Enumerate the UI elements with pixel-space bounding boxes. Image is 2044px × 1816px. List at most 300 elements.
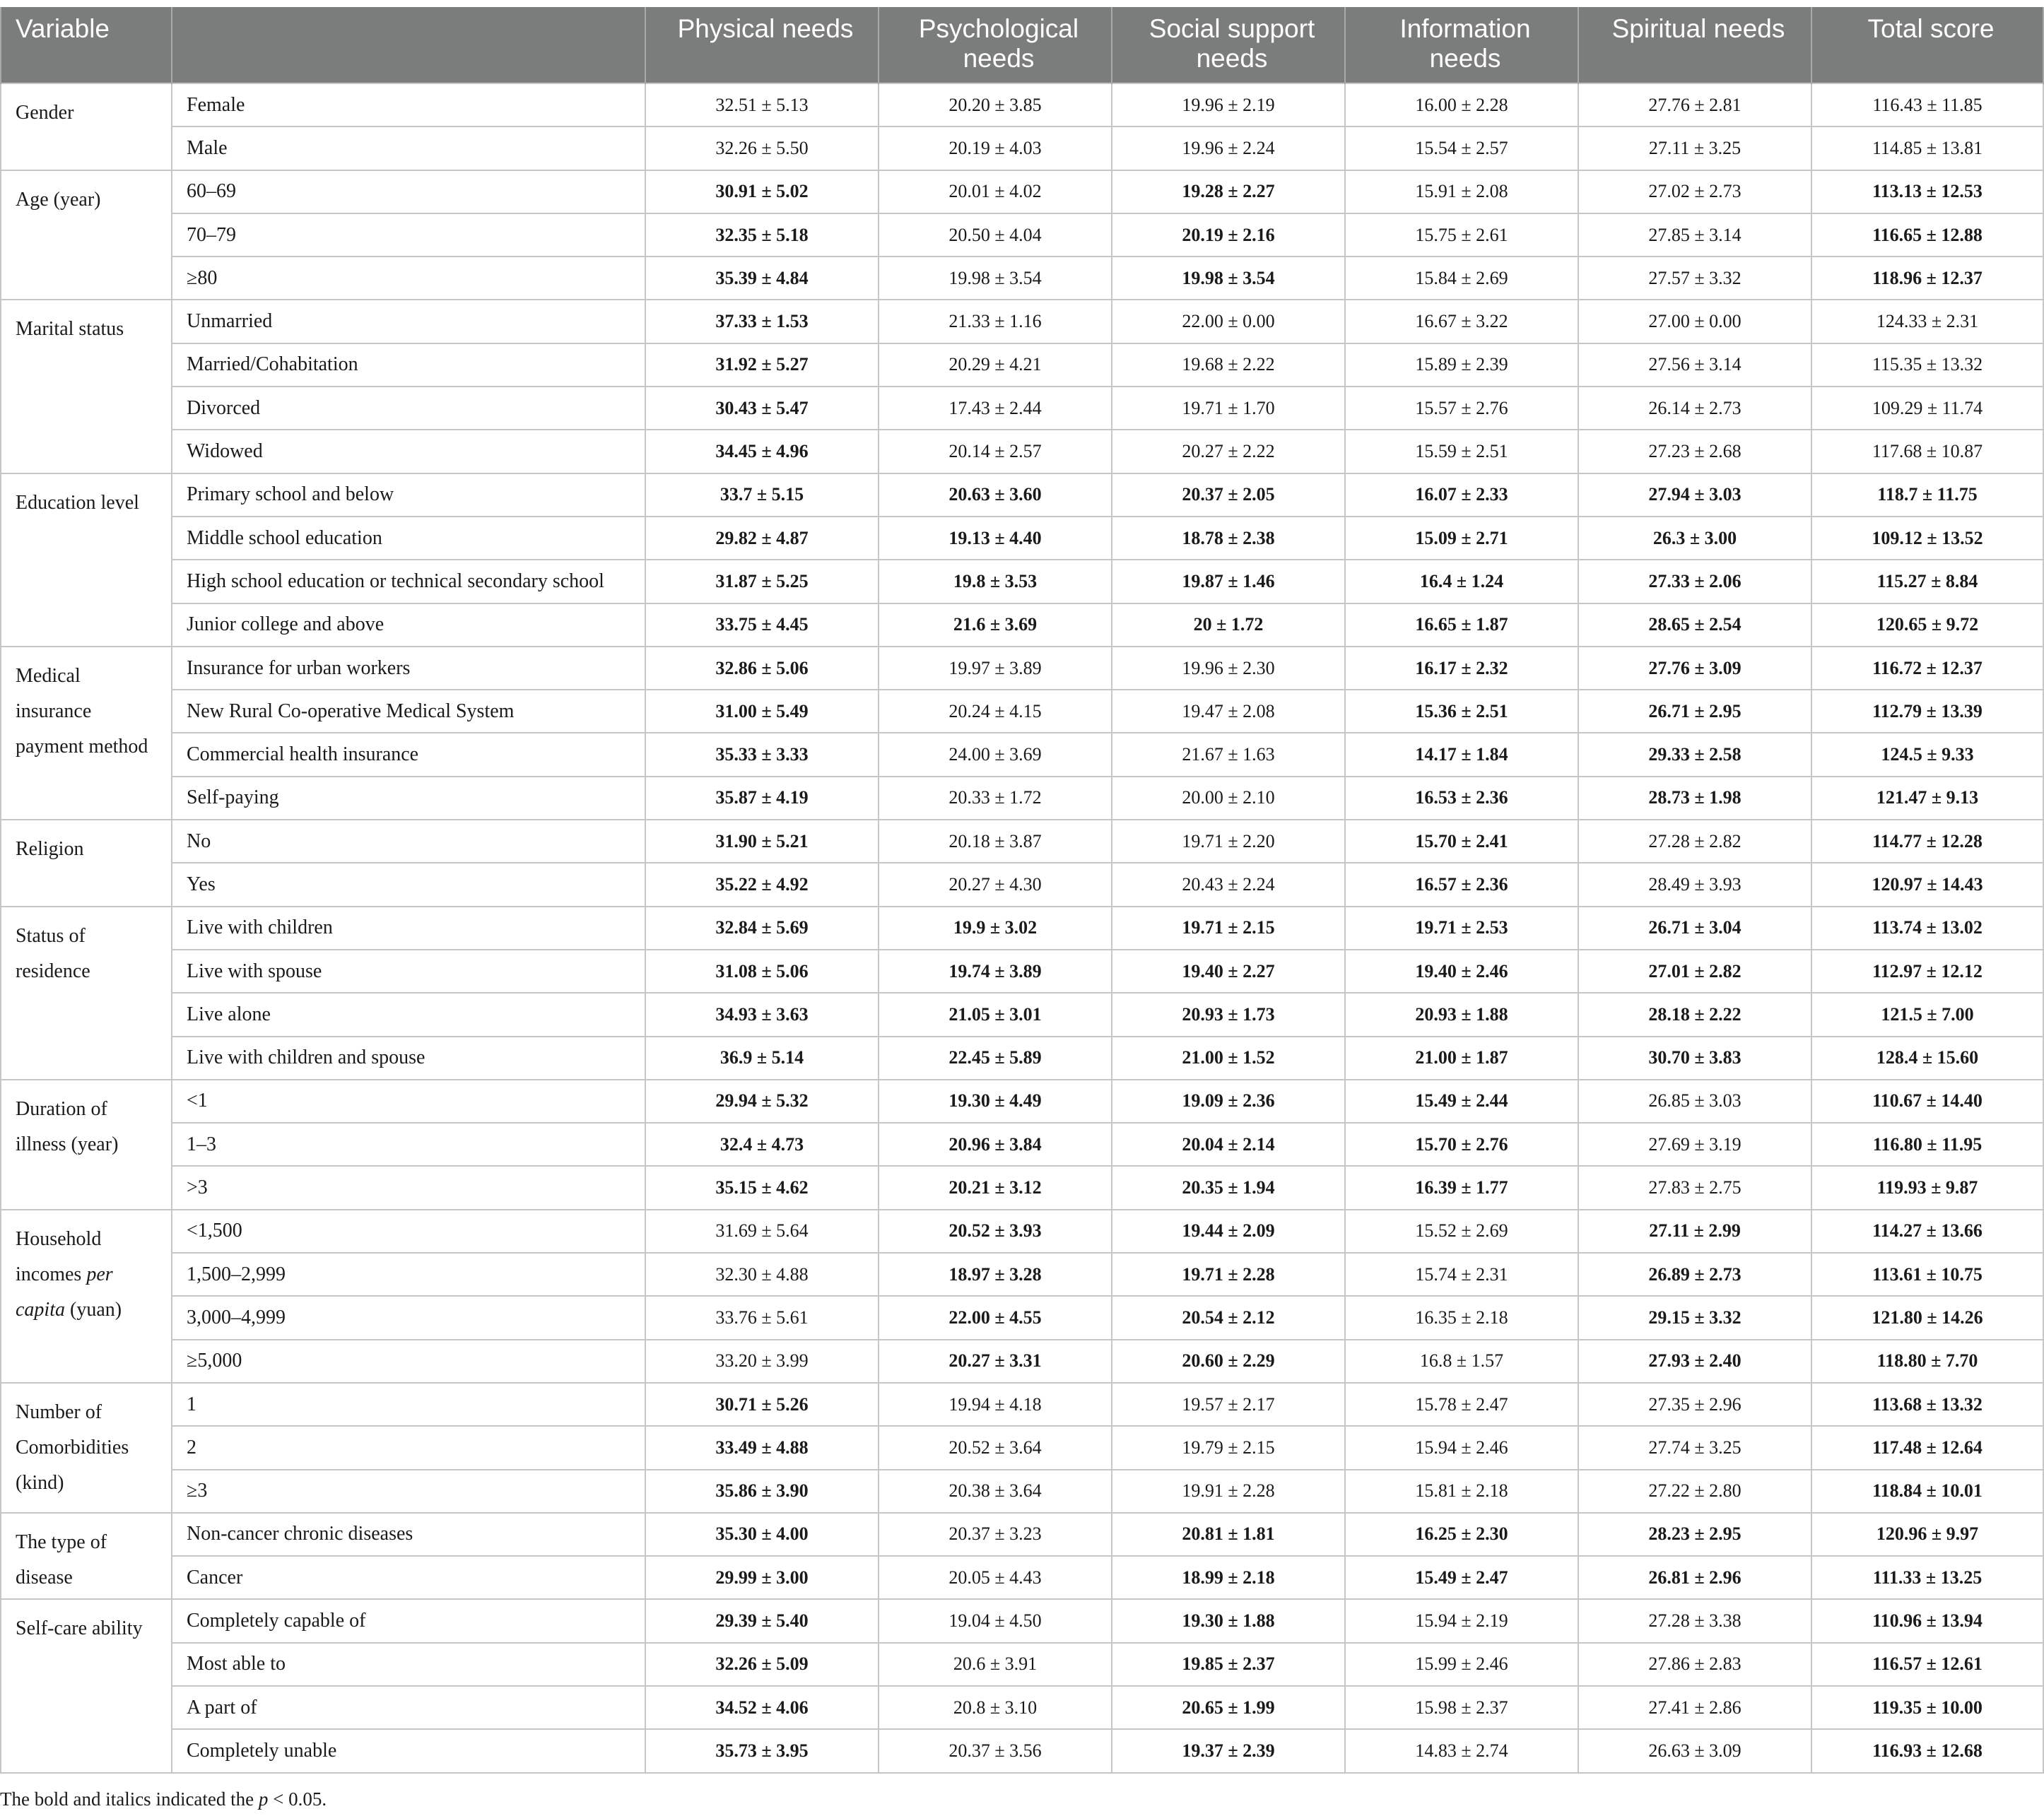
- physical-score-cell: 37.33 ± 1.53: [645, 300, 879, 343]
- spiritual-score-cell: 26.71 ± 3.04: [1578, 907, 1811, 950]
- social-support-score-cell: 18.99 ± 2.18: [1112, 1556, 1345, 1599]
- psychological-score-cell: 18.97 ± 3.28: [879, 1253, 1112, 1296]
- physical-score-cell: 33.75 ± 4.45: [645, 603, 879, 647]
- table-row: [1, 603, 2043, 647]
- physical-score-cell: 30.71 ± 5.26: [645, 1383, 879, 1426]
- category-label: ≥80: [172, 257, 645, 300]
- spiritual-score-cell: 27.41 ± 2.86: [1578, 1686, 1811, 1729]
- variable-group-label: Medical insurance payment method: [1, 647, 172, 820]
- total-score-cell: 113.74 ± 13.02: [1811, 907, 2043, 950]
- information-score-cell: 15.36 ± 2.51: [1345, 690, 1578, 733]
- social-support-score-cell: 19.91 ± 2.28: [1112, 1470, 1345, 1513]
- social-support-score-cell: 22.00 ± 0.00: [1112, 300, 1345, 343]
- psychological-score-cell: 19.9 ± 3.02: [879, 907, 1112, 950]
- col-header-spiritual: Spiritual needs: [1578, 7, 1811, 83]
- category-label: Unmarried: [172, 300, 645, 343]
- spiritual-score-cell: 27.76 ± 2.81: [1578, 83, 1811, 126]
- total-score-cell: 124.5 ± 9.33: [1811, 733, 2043, 776]
- table-row: [1, 690, 2043, 733]
- table-row: [1, 1513, 2043, 1556]
- social-support-score-cell: 20.19 ± 2.16: [1112, 213, 1345, 257]
- table-footnote: [0, 1788, 327, 1810]
- social-support-score-cell: 19.85 ± 2.37: [1112, 1643, 1345, 1686]
- information-score-cell: 15.49 ± 2.44: [1345, 1080, 1578, 1123]
- psychological-score-cell: 20.37 ± 3.23: [879, 1513, 1112, 1556]
- table-row: [1, 1253, 2043, 1296]
- social-support-score-cell: 20.27 ± 2.22: [1112, 430, 1345, 473]
- physical-score-cell: 29.82 ± 4.87: [645, 517, 879, 560]
- category-label: ≥3: [172, 1470, 645, 1513]
- total-score-cell: 109.12 ± 13.52: [1811, 517, 2043, 560]
- total-score-cell: 117.68 ± 10.87: [1811, 430, 2043, 473]
- table-row: [1, 1599, 2043, 1642]
- information-score-cell: 15.94 ± 2.19: [1345, 1599, 1578, 1642]
- physical-score-cell: 32.86 ± 5.06: [645, 647, 879, 690]
- table-row: [1, 343, 2043, 387]
- social-support-score-cell: 19.09 ± 2.36: [1112, 1080, 1345, 1123]
- col-header-social-line2: needs: [1196, 44, 1268, 73]
- total-score-cell: 121.47 ± 9.13: [1811, 777, 2043, 820]
- psychological-score-cell: 22.00 ± 4.55: [879, 1296, 1112, 1339]
- physical-score-cell: 31.08 ± 5.06: [645, 950, 879, 993]
- physical-score-cell: 35.73 ± 3.95: [645, 1729, 879, 1772]
- physical-score-cell: 35.86 ± 3.90: [645, 1470, 879, 1513]
- table-row: [1, 1643, 2043, 1686]
- spiritual-score-cell: 27.02 ± 2.73: [1578, 170, 1811, 213]
- information-score-cell: 16.07 ± 2.33: [1345, 473, 1578, 517]
- table-row: [1, 1470, 2043, 1513]
- category-label: 1,500–2,999: [172, 1253, 645, 1296]
- category-label: 2: [172, 1426, 645, 1469]
- category-label: 1: [172, 1383, 645, 1426]
- social-support-score-cell: 18.78 ± 2.38: [1112, 517, 1345, 560]
- psychological-score-cell: 19.94 ± 4.18: [879, 1383, 1112, 1426]
- category-label: <1,500: [172, 1210, 645, 1253]
- social-support-score-cell: 20.65 ± 1.99: [1112, 1686, 1345, 1729]
- physical-score-cell: 36.9 ± 5.14: [645, 1037, 879, 1080]
- spiritual-score-cell: 29.15 ± 3.32: [1578, 1296, 1811, 1339]
- total-score-cell: 118.96 ± 12.37: [1811, 257, 2043, 300]
- social-support-score-cell: 21.67 ± 1.63: [1112, 733, 1345, 776]
- category-label: Married/Cohabitation: [172, 343, 645, 387]
- psychological-score-cell: 20.38 ± 3.64: [879, 1470, 1112, 1513]
- psychological-score-cell: 20.96 ± 3.84: [879, 1123, 1112, 1166]
- physical-score-cell: 31.92 ± 5.27: [645, 343, 879, 387]
- information-score-cell: 15.91 ± 2.08: [1345, 170, 1578, 213]
- category-label: Commercial health insurance: [172, 733, 645, 776]
- physical-score-cell: 33.49 ± 4.88: [645, 1426, 879, 1469]
- information-score-cell: 16.25 ± 2.30: [1345, 1513, 1578, 1556]
- table-row: [1, 1166, 2043, 1209]
- table-row: [1, 820, 2043, 863]
- psychological-score-cell: 20.33 ± 1.72: [879, 777, 1112, 820]
- category-label: Non-cancer chronic diseases: [172, 1513, 645, 1556]
- psychological-score-cell: 21.6 ± 3.69: [879, 603, 1112, 647]
- information-score-cell: 15.74 ± 2.31: [1345, 1253, 1578, 1296]
- information-score-cell: 15.70 ± 2.76: [1345, 1123, 1578, 1166]
- spiritual-score-cell: 27.86 ± 2.83: [1578, 1643, 1811, 1686]
- col-header-information-line2: needs: [1429, 44, 1501, 73]
- total-score-cell: 115.27 ± 8.84: [1811, 560, 2043, 603]
- physical-score-cell: 31.69 ± 5.64: [645, 1210, 879, 1253]
- information-score-cell: 20.93 ± 1.88: [1345, 993, 1578, 1036]
- category-label: Primary school and below: [172, 473, 645, 517]
- total-score-cell: 113.68 ± 13.32: [1811, 1383, 2043, 1426]
- category-label: Live with spouse: [172, 950, 645, 993]
- category-label: Widowed: [172, 430, 645, 473]
- total-score-cell: 112.97 ± 12.12: [1811, 950, 2043, 993]
- table-row: [1, 1686, 2043, 1729]
- social-support-score-cell: 19.87 ± 1.46: [1112, 560, 1345, 603]
- information-score-cell: 19.71 ± 2.53: [1345, 907, 1578, 950]
- information-score-cell: 16.65 ± 1.87: [1345, 603, 1578, 647]
- category-label: 60–69: [172, 170, 645, 213]
- total-score-cell: 118.84 ± 10.01: [1811, 1470, 2043, 1513]
- category-label: Female: [172, 83, 645, 126]
- spiritual-score-cell: 27.01 ± 2.82: [1578, 950, 1811, 993]
- total-score-cell: 116.43 ± 11.85: [1811, 83, 2043, 126]
- spiritual-score-cell: 27.83 ± 2.75: [1578, 1166, 1811, 1209]
- psychological-score-cell: 20.01 ± 4.02: [879, 170, 1112, 213]
- col-header-total: Total score: [1811, 7, 2043, 83]
- information-score-cell: 15.89 ± 2.39: [1345, 343, 1578, 387]
- spiritual-score-cell: 26.3 ± 3.00: [1578, 517, 1811, 560]
- footnote-after: < 0.05.: [268, 1788, 327, 1810]
- variable-group-label: Self-care ability: [1, 1599, 172, 1772]
- information-score-cell: 16.17 ± 2.32: [1345, 647, 1578, 690]
- total-score-cell: 115.35 ± 13.32: [1811, 343, 2043, 387]
- psychological-score-cell: 20.18 ± 3.87: [879, 820, 1112, 863]
- category-label: Self-paying: [172, 777, 645, 820]
- spiritual-score-cell: 28.49 ± 3.93: [1578, 863, 1811, 906]
- category-label: <1: [172, 1080, 645, 1123]
- spiritual-score-cell: 27.85 ± 3.14: [1578, 213, 1811, 257]
- col-header-psychological: [879, 7, 1112, 83]
- information-score-cell: 14.83 ± 2.74: [1345, 1729, 1578, 1772]
- total-score-cell: 120.96 ± 9.97: [1811, 1513, 2043, 1556]
- information-score-cell: 16.67 ± 3.22: [1345, 300, 1578, 343]
- variable-group-label: Gender: [1, 83, 172, 170]
- col-header-psychological-line1: Psychological: [918, 14, 1079, 43]
- total-score-cell: 114.85 ± 13.81: [1811, 126, 2043, 170]
- psychological-score-cell: 20.27 ± 3.31: [879, 1340, 1112, 1383]
- table-row: [1, 733, 2043, 776]
- spiritual-score-cell: 26.89 ± 2.73: [1578, 1253, 1811, 1296]
- total-score-cell: 124.33 ± 2.31: [1811, 300, 2043, 343]
- psychological-score-cell: 20.14 ± 2.57: [879, 430, 1112, 473]
- spiritual-score-cell: 27.28 ± 2.82: [1578, 820, 1811, 863]
- psychological-score-cell: 19.97 ± 3.89: [879, 647, 1112, 690]
- total-score-cell: 114.77 ± 12.28: [1811, 820, 2043, 863]
- social-support-score-cell: 21.00 ± 1.52: [1112, 1037, 1345, 1080]
- spiritual-score-cell: 28.65 ± 2.54: [1578, 603, 1811, 647]
- spiritual-score-cell: 27.94 ± 3.03: [1578, 473, 1811, 517]
- physical-score-cell: 32.26 ± 5.50: [645, 126, 879, 170]
- table-row: [1, 863, 2043, 906]
- table-row: [1, 517, 2043, 560]
- needs-score-table: [0, 7, 2044, 1774]
- table-row: [1, 647, 2043, 690]
- category-label: Middle school education: [172, 517, 645, 560]
- table-row: [1, 560, 2043, 603]
- total-score-cell: 121.80 ± 14.26: [1811, 1296, 2043, 1339]
- table-row: [1, 1383, 2043, 1426]
- physical-score-cell: 33.20 ± 3.99: [645, 1340, 879, 1383]
- total-score-cell: 121.5 ± 7.00: [1811, 993, 2043, 1036]
- social-support-score-cell: 20.37 ± 2.05: [1112, 473, 1345, 517]
- category-label: 3,000–4,999: [172, 1296, 645, 1339]
- spiritual-score-cell: 28.18 ± 2.22: [1578, 993, 1811, 1036]
- category-label: Completely capable of: [172, 1599, 645, 1642]
- information-score-cell: 15.81 ± 2.18: [1345, 1470, 1578, 1513]
- psychological-score-cell: 20.8 ± 3.10: [879, 1686, 1112, 1729]
- category-label: >3: [172, 1166, 645, 1209]
- total-score-cell: 114.27 ± 13.66: [1811, 1210, 2043, 1253]
- total-score-cell: 110.67 ± 14.40: [1811, 1080, 2043, 1123]
- information-score-cell: 15.75 ± 2.61: [1345, 213, 1578, 257]
- psychological-score-cell: 19.98 ± 3.54: [879, 257, 1112, 300]
- category-label: New Rural Co-operative Medical System: [172, 690, 645, 733]
- category-label: Live alone: [172, 993, 645, 1036]
- col-header-information-line1: Information: [1399, 14, 1531, 43]
- social-support-score-cell: 20.81 ± 1.81: [1112, 1513, 1345, 1556]
- total-score-cell: 109.29 ± 11.74: [1811, 387, 2043, 430]
- physical-score-cell: 35.22 ± 4.92: [645, 863, 879, 906]
- total-score-cell: 113.13 ± 12.53: [1811, 170, 2043, 213]
- category-label: Live with children: [172, 907, 645, 950]
- psychological-score-cell: 20.6 ± 3.91: [879, 1643, 1112, 1686]
- information-score-cell: 15.54 ± 2.57: [1345, 126, 1578, 170]
- psychological-score-cell: 19.8 ± 3.53: [879, 560, 1112, 603]
- information-score-cell: 16.39 ± 1.77: [1345, 1166, 1578, 1209]
- social-support-score-cell: 19.37 ± 2.39: [1112, 1729, 1345, 1772]
- information-score-cell: 15.98 ± 2.37: [1345, 1686, 1578, 1729]
- category-label: Live with children and spouse: [172, 1037, 645, 1080]
- information-score-cell: 16.8 ± 1.57: [1345, 1340, 1578, 1383]
- psychological-score-cell: 20.20 ± 3.85: [879, 83, 1112, 126]
- total-score-cell: 117.48 ± 12.64: [1811, 1426, 2043, 1469]
- spiritual-score-cell: 27.23 ± 2.68: [1578, 430, 1811, 473]
- psychological-score-cell: 21.33 ± 1.16: [879, 300, 1112, 343]
- psychological-score-cell: 20.19 ± 4.03: [879, 126, 1112, 170]
- physical-score-cell: 35.39 ± 4.84: [645, 257, 879, 300]
- spiritual-score-cell: 26.63 ± 3.09: [1578, 1729, 1811, 1772]
- total-score-cell: 116.72 ± 12.37: [1811, 647, 2043, 690]
- category-label: Junior college and above: [172, 603, 645, 647]
- total-score-cell: 116.65 ± 12.88: [1811, 213, 2043, 257]
- social-support-score-cell: 19.79 ± 2.15: [1112, 1426, 1345, 1469]
- variable-group-label: Age (year): [1, 170, 172, 300]
- table-row: [1, 213, 2043, 257]
- spiritual-score-cell: 27.56 ± 3.14: [1578, 343, 1811, 387]
- table-row: [1, 83, 2043, 126]
- category-label: Male: [172, 126, 645, 170]
- spiritual-score-cell: 28.23 ± 2.95: [1578, 1513, 1811, 1556]
- spiritual-score-cell: 28.73 ± 1.98: [1578, 777, 1811, 820]
- social-support-score-cell: 19.71 ± 2.28: [1112, 1253, 1345, 1296]
- total-score-cell: 116.80 ± 11.95: [1811, 1123, 2043, 1166]
- spiritual-score-cell: 27.93 ± 2.40: [1578, 1340, 1811, 1383]
- social-support-score-cell: 20.60 ± 2.29: [1112, 1340, 1345, 1383]
- physical-score-cell: 33.76 ± 5.61: [645, 1296, 879, 1339]
- social-support-score-cell: 20.04 ± 2.14: [1112, 1123, 1345, 1166]
- total-score-cell: 111.33 ± 13.25: [1811, 1556, 2043, 1599]
- table-row: [1, 473, 2043, 517]
- physical-score-cell: 32.35 ± 5.18: [645, 213, 879, 257]
- psychological-score-cell: 20.05 ± 4.43: [879, 1556, 1112, 1599]
- spiritual-score-cell: 29.33 ± 2.58: [1578, 733, 1811, 776]
- social-support-score-cell: 20.00 ± 2.10: [1112, 777, 1345, 820]
- category-label: High school education or technical secondary school: [172, 560, 645, 603]
- category-label: Completely unable: [172, 1729, 645, 1772]
- social-support-score-cell: 19.96 ± 2.19: [1112, 83, 1345, 126]
- category-label: Yes: [172, 863, 645, 906]
- category-label: Insurance for urban workers: [172, 647, 645, 690]
- col-header-variable: Variable: [1, 7, 172, 83]
- physical-score-cell: 35.15 ± 4.62: [645, 1166, 879, 1209]
- table-row: [1, 1210, 2043, 1253]
- variable-group-label: Status of residence: [1, 907, 172, 1080]
- variable-group-label: Education level: [1, 473, 172, 647]
- spiritual-score-cell: 27.28 ± 3.38: [1578, 1599, 1811, 1642]
- social-support-score-cell: 19.30 ± 1.88: [1112, 1599, 1345, 1642]
- information-score-cell: 15.99 ± 2.46: [1345, 1643, 1578, 1686]
- social-support-score-cell: 19.96 ± 2.24: [1112, 126, 1345, 170]
- social-support-score-cell: 20.43 ± 2.24: [1112, 863, 1345, 906]
- table-row: [1, 257, 2043, 300]
- table-row: [1, 126, 2043, 170]
- col-header-social-line1: Social support: [1149, 14, 1315, 43]
- psychological-score-cell: 21.05 ± 3.01: [879, 993, 1112, 1036]
- information-score-cell: 16.35 ± 2.18: [1345, 1296, 1578, 1339]
- footnote-p: p: [258, 1788, 269, 1810]
- social-support-score-cell: 20.54 ± 2.12: [1112, 1296, 1345, 1339]
- information-score-cell: 15.59 ± 2.51: [1345, 430, 1578, 473]
- variable-group-label: Marital status: [1, 300, 172, 473]
- social-support-score-cell: 20.35 ± 1.94: [1112, 1166, 1345, 1209]
- psychological-score-cell: 20.37 ± 3.56: [879, 1729, 1112, 1772]
- information-score-cell: 15.94 ± 2.46: [1345, 1426, 1578, 1469]
- total-score-cell: 118.7 ± 11.75: [1811, 473, 2043, 517]
- physical-score-cell: 33.7 ± 5.15: [645, 473, 879, 517]
- information-score-cell: 16.4 ± 1.24: [1345, 560, 1578, 603]
- spiritual-score-cell: 26.85 ± 3.03: [1578, 1080, 1811, 1123]
- spiritual-score-cell: 27.69 ± 3.19: [1578, 1123, 1811, 1166]
- spiritual-score-cell: 27.76 ± 3.09: [1578, 647, 1811, 690]
- social-support-score-cell: 19.71 ± 2.15: [1112, 907, 1345, 950]
- spiritual-score-cell: 27.57 ± 3.32: [1578, 257, 1811, 300]
- social-support-score-cell: 19.68 ± 2.22: [1112, 343, 1345, 387]
- col-header-category: [172, 7, 645, 83]
- total-score-cell: 119.35 ± 10.00: [1811, 1686, 2043, 1729]
- physical-score-cell: 31.00 ± 5.49: [645, 690, 879, 733]
- total-score-cell: 120.97 ± 14.43: [1811, 863, 2043, 906]
- category-label: Divorced: [172, 387, 645, 430]
- social-support-score-cell: 19.96 ± 2.30: [1112, 647, 1345, 690]
- physical-score-cell: 32.51 ± 5.13: [645, 83, 879, 126]
- psychological-score-cell: 24.00 ± 3.69: [879, 733, 1112, 776]
- total-score-cell: 116.57 ± 12.61: [1811, 1643, 2043, 1686]
- information-score-cell: 14.17 ± 1.84: [1345, 733, 1578, 776]
- information-score-cell: 16.53 ± 2.36: [1345, 777, 1578, 820]
- physical-score-cell: 35.33 ± 3.33: [645, 733, 879, 776]
- psychological-score-cell: 20.27 ± 4.30: [879, 863, 1112, 906]
- category-label: Most able to: [172, 1643, 645, 1686]
- psychological-score-cell: 19.30 ± 4.49: [879, 1080, 1112, 1123]
- variable-group-label: Number of Comorbidities (kind): [1, 1383, 172, 1513]
- spiritual-score-cell: 27.35 ± 2.96: [1578, 1383, 1811, 1426]
- physical-score-cell: 29.39 ± 5.40: [645, 1599, 879, 1642]
- social-support-score-cell: 19.47 ± 2.08: [1112, 690, 1345, 733]
- table-row: [1, 1556, 2043, 1599]
- information-score-cell: 19.40 ± 2.46: [1345, 950, 1578, 993]
- category-label: ≥5,000: [172, 1340, 645, 1383]
- physical-score-cell: 35.30 ± 4.00: [645, 1513, 879, 1556]
- total-score-cell: 116.93 ± 12.68: [1811, 1729, 2043, 1772]
- table-row: [1, 993, 2043, 1036]
- social-support-score-cell: 19.28 ± 2.27: [1112, 170, 1345, 213]
- spiritual-score-cell: 27.33 ± 2.06: [1578, 560, 1811, 603]
- category-label: A part of: [172, 1686, 645, 1729]
- physical-score-cell: 32.4 ± 4.73: [645, 1123, 879, 1166]
- table-row: [1, 430, 2043, 473]
- information-score-cell: 16.57 ± 2.36: [1345, 863, 1578, 906]
- total-score-cell: 120.65 ± 9.72: [1811, 603, 2043, 647]
- total-score-cell: 118.80 ± 7.70: [1811, 1340, 2043, 1383]
- table-row: [1, 300, 2043, 343]
- variable-group-label: Religion: [1, 820, 172, 907]
- physical-score-cell: 34.93 ± 3.63: [645, 993, 879, 1036]
- variable-group-label: Household incomes per capita (yuan): [1, 1210, 172, 1383]
- social-support-score-cell: 20.93 ± 1.73: [1112, 993, 1345, 1036]
- social-support-score-cell: 19.44 ± 2.09: [1112, 1210, 1345, 1253]
- table-body: [1, 83, 2043, 1773]
- physical-score-cell: 29.99 ± 3.00: [645, 1556, 879, 1599]
- information-score-cell: 15.57 ± 2.76: [1345, 387, 1578, 430]
- physical-score-cell: 30.43 ± 5.47: [645, 387, 879, 430]
- spiritual-score-cell: 26.14 ± 2.73: [1578, 387, 1811, 430]
- category-label: No: [172, 820, 645, 863]
- physical-score-cell: 29.94 ± 5.32: [645, 1080, 879, 1123]
- table-row: [1, 1729, 2043, 1772]
- information-score-cell: 15.52 ± 2.69: [1345, 1210, 1578, 1253]
- social-support-score-cell: 19.98 ± 3.54: [1112, 257, 1345, 300]
- footnote-before: The bold and italics indicated the: [0, 1788, 259, 1810]
- col-header-social: [1112, 7, 1345, 83]
- table-row: [1, 1037, 2043, 1080]
- psychological-score-cell: 22.45 ± 5.89: [879, 1037, 1112, 1080]
- variable-group-label: Duration of illness (year): [1, 1080, 172, 1210]
- physical-score-cell: 31.90 ± 5.21: [645, 820, 879, 863]
- col-header-information: [1345, 7, 1578, 83]
- spiritual-score-cell: 27.00 ± 0.00: [1578, 300, 1811, 343]
- table-row: [1, 1123, 2043, 1166]
- physical-score-cell: 30.91 ± 5.02: [645, 170, 879, 213]
- physical-score-cell: 34.52 ± 4.06: [645, 1686, 879, 1729]
- variable-group-label: The type of disease: [1, 1513, 172, 1600]
- psychological-score-cell: 20.52 ± 3.93: [879, 1210, 1112, 1253]
- information-score-cell: 15.09 ± 2.71: [1345, 517, 1578, 560]
- category-label: Cancer: [172, 1556, 645, 1599]
- information-score-cell: 16.00 ± 2.28: [1345, 83, 1578, 126]
- psychological-score-cell: 19.04 ± 4.50: [879, 1599, 1112, 1642]
- psychological-score-cell: 20.21 ± 3.12: [879, 1166, 1112, 1209]
- psychological-score-cell: 17.43 ± 2.44: [879, 387, 1112, 430]
- physical-score-cell: 31.87 ± 5.25: [645, 560, 879, 603]
- spiritual-score-cell: 26.81 ± 2.96: [1578, 1556, 1811, 1599]
- information-score-cell: 15.78 ± 2.47: [1345, 1383, 1578, 1426]
- col-header-physical: Physical needs: [645, 7, 879, 83]
